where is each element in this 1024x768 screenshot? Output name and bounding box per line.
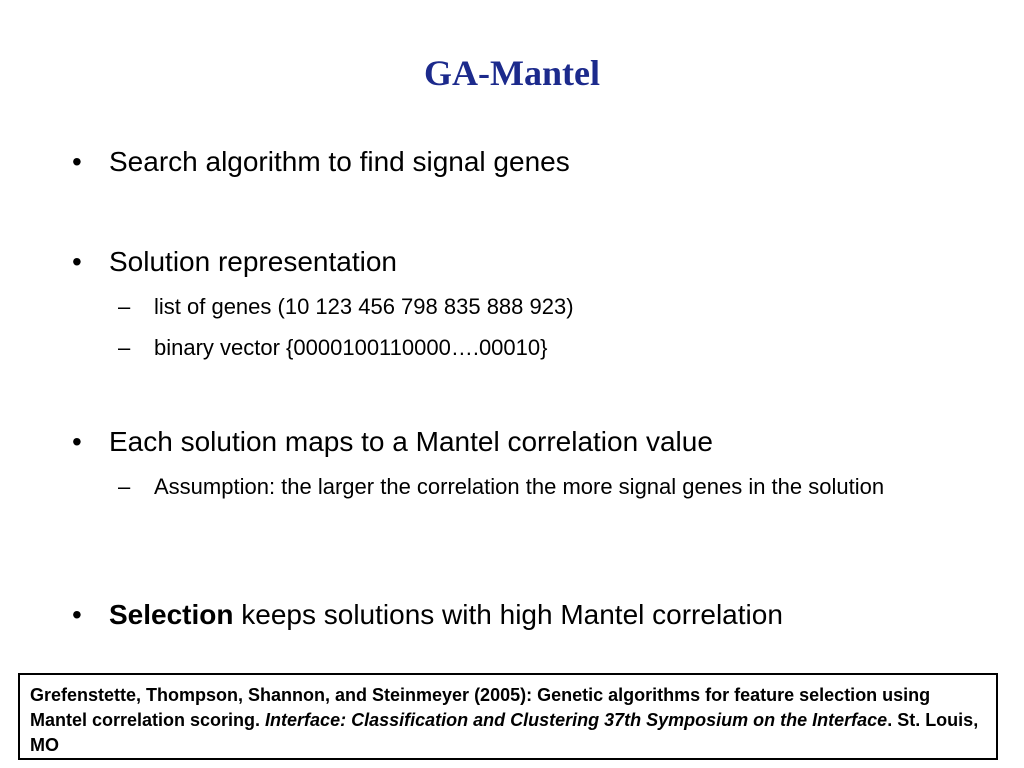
bullet-text <box>109 598 783 632</box>
sub-bullet-text: binary vector {0000100110000….00010} <box>154 335 548 360</box>
bullet-icon: • <box>72 146 82 177</box>
sub-bullet-text: list of genes (10 123 456 798 835 888 923) <box>154 294 574 319</box>
reference-box <box>18 673 998 760</box>
slide-title: GA-Mantel <box>424 53 600 93</box>
bullet-icon: • <box>72 426 82 457</box>
dash-icon: – <box>118 474 131 499</box>
bullet-icon: • <box>72 246 82 277</box>
bullet-text: Solution representation <box>109 246 397 277</box>
bullet-text: Search algorithm to find signal genes <box>109 146 570 177</box>
reference-authors: Grefenstette, Thompson, Shannon, and Steinmeyer (2005): Genetic algorithms for feature selection using Mantel correlation scoring. <box>30 685 931 730</box>
sub-bullet-text: Assumption: the larger the correlation the more signal genes in the solution <box>154 474 885 499</box>
reference-venue: Interface: Classification and Clustering 37th Symposium on the Interface <box>265 710 888 730</box>
reference-location: . St. Louis, MO <box>30 710 979 755</box>
bullet-bold-text: Selection <box>109 599 234 630</box>
bullet-icon: • <box>72 599 82 630</box>
dash-icon: – <box>118 294 131 319</box>
dash-icon: – <box>118 335 131 360</box>
bullet-text-rest: keeps solutions with high Mantel correlation <box>233 599 783 630</box>
bullet-text: Each solution maps to a Mantel correlation value <box>109 426 713 457</box>
